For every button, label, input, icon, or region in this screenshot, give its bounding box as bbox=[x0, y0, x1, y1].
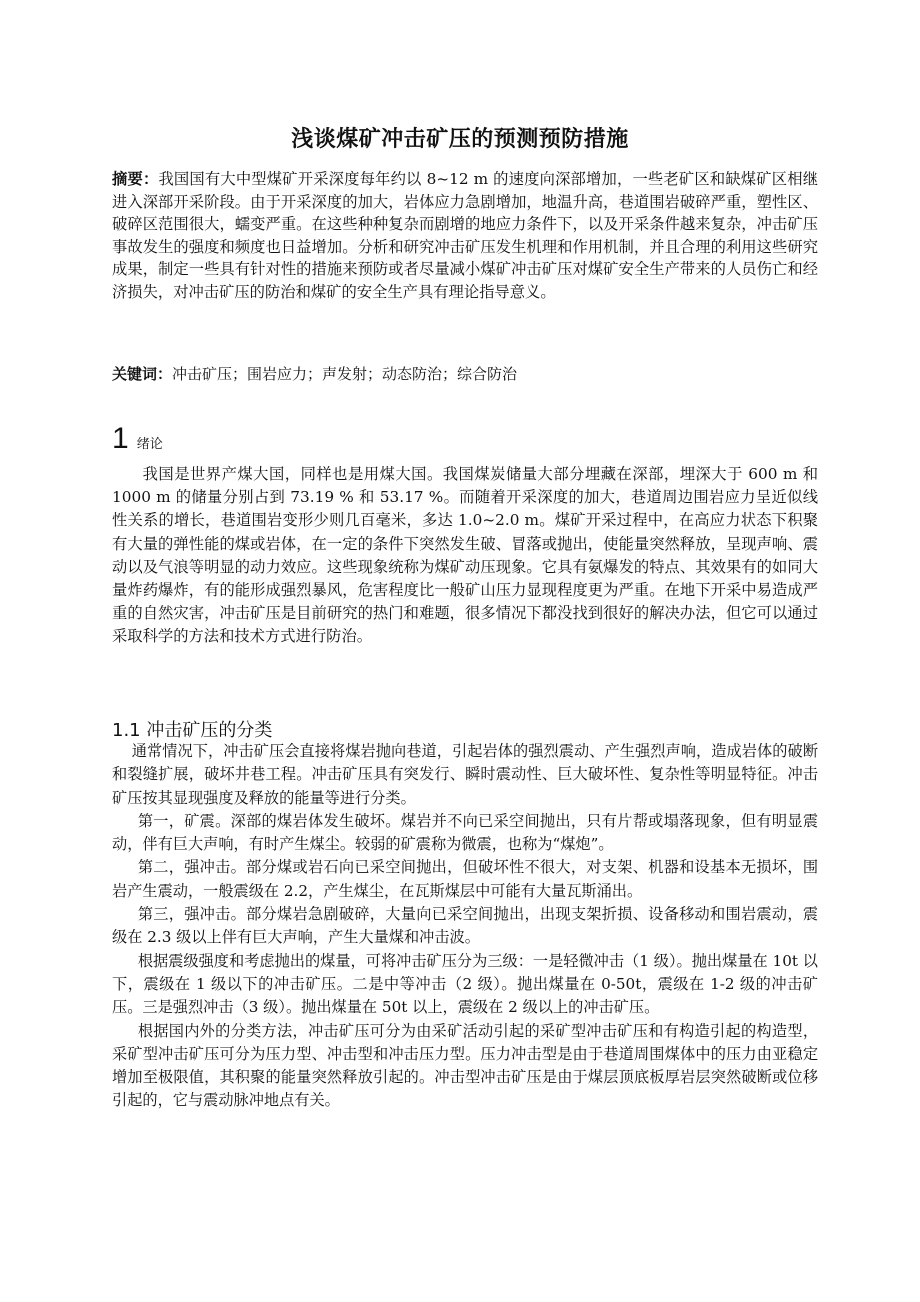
section-1-number: 1 bbox=[112, 422, 129, 455]
section-1-heading bbox=[112, 422, 163, 456]
paragraph: 根据国内外的分类方法，冲击矿压可分为由采矿活动引起的采矿型冲击矿压和有构造引起的构造型，采矿型冲击矿压可分为压力型、冲击型和冲击压力型。压力冲击型是由于巷道周围煤体中的压力由亚稳定增加至极限值，其积聚的能量突然释放引起的。冲击型冲击矿压是由于煤层顶底板厚岩层突然破断或位移引起的，它与震动脉冲地点有关。 bbox=[112, 1021, 818, 1110]
abstract bbox=[112, 168, 818, 304]
paragraph: 第一，矿震。深部的煤岩体发生破坏。煤岩并不向已采空间抛出，只有片帮或塌落现象，但有明显震动，伴有巨大声响，有时产生煤尘。较弱的矿震称为微震，也称为“煤炮”。 bbox=[112, 811, 818, 854]
document-title: 浅谈煤矿冲击矿压的预测预防措施 bbox=[291, 126, 629, 152]
paragraph: 第三，强冲击。部分煤岩急剧破碎，大量向已采空间抛出，出现支架折损、设备移动和围岩震动，震级在 2.3 级以上伴有巨大声响，产生大量煤和冲击波。 bbox=[112, 905, 818, 947]
paragraph: 第二，强冲击。部分煤或岩石向已采空间抛出，但破坏性不很大，对支架、机器和设基本无损坏，围岩产生震动，一般震级在 2.2，产生煤尘，在瓦斯煤层中可能有大量瓦斯涌出。 bbox=[112, 858, 818, 900]
abstract-label: 摘要： bbox=[112, 170, 159, 188]
keywords bbox=[112, 363, 818, 386]
section-1-1-body bbox=[112, 740, 818, 1113]
keywords-label: 关键词： bbox=[112, 365, 173, 383]
section-1-title: 绪论 bbox=[136, 437, 163, 452]
paragraph: 根据震级强度和考虑抛出的煤量，可将冲击矿压分为三级：一是轻微冲击（1 级）。抛出煤量在 10t 以下，震级在 1 级以下的冲击矿压。二是中等冲击（2 级）。抛出煤量在 0-50t，震级在 1-2 级的冲击矿压。三是强烈冲击（3 级）。抛出煤量在 50t 以上，震级在 2 级以上的冲击矿压。 bbox=[112, 951, 818, 1017]
abstract-text: 我国国有大中型煤矿开采深度每年约以 8~12 m 的速度向深部增加，一些老矿区和缺煤矿区相继进入深部开采阶段。由于开采深度的加大，岩体应力急剧增加，地温升高，巷道围岩破碎严重，塑性区、破碎区范围很大，蠕变严重。在这些种种复杂而剧增的地应力条件下，以及开采条件越来复杂，冲击矿压事故发生的强度和频度也日益增加。分析和研究冲击矿压发生机理和作用机制，并且合理的利用这些研究成果，制定一些具有针对性的措施来预防或者尽量减小煤矿冲击矿压对煤矿安全生产带来的人员伤亡和经济损失，对冲击矿压的防治和煤矿的安全生产具有理论指导意义。 bbox=[112, 170, 818, 301]
section-1-1-heading: 1.1 冲击矿压的分类 bbox=[112, 720, 273, 741]
keywords-text: 冲击矿压；围岩应力；声发射；动态防治；综合防治 bbox=[172, 365, 518, 383]
section-1-paragraph: 我国是世界产煤大国，同样也是用煤大国。我国煤炭储量大部分埋藏在深部，埋深大于 600 m 和 1000 m 的储量分别占到 73.19 % 和 53.17 %。而随着开采深度的加大，巷道周边围岩应力呈近似线性关系的增长，巷道围岩变形少则几百毫米，多达 1.0~2.0 m。煤矿开采过程中，在高应力状态下积聚有大量的弹性能的煤或岩体，在一定的条件下突然发生破、冒落或抛出，使能量突然释放，呈现声响、震动以及气浪等明显的动力效应。这些现象统称为煤矿动压现象。它具有氨爆发的特点、其效果有的如同大量炸药爆炸，有的能形成强烈暴风，危害程度比一般矿山压力显现程度更为严重。在地下开采中易造成严重的自然灾害，冲击矿压是目前研究的热门和难题，很多情况下都没找到很好的解决办法，但它可以通过采取科学的方法和技术方式进行防治。 bbox=[112, 465, 818, 646]
paragraph: 通常情况下，冲击矿压会直接将煤岩抛向巷道，引起岩体的强烈震动、产生强烈声响，造成岩体的破断和裂缝扩展，破坏井巷工程。冲击矿压具有突发行、瞬时震动性、巨大破坏性、复杂性等明显特征。冲击矿压按其显现强度及释放的能量等进行分类。 bbox=[112, 742, 818, 807]
